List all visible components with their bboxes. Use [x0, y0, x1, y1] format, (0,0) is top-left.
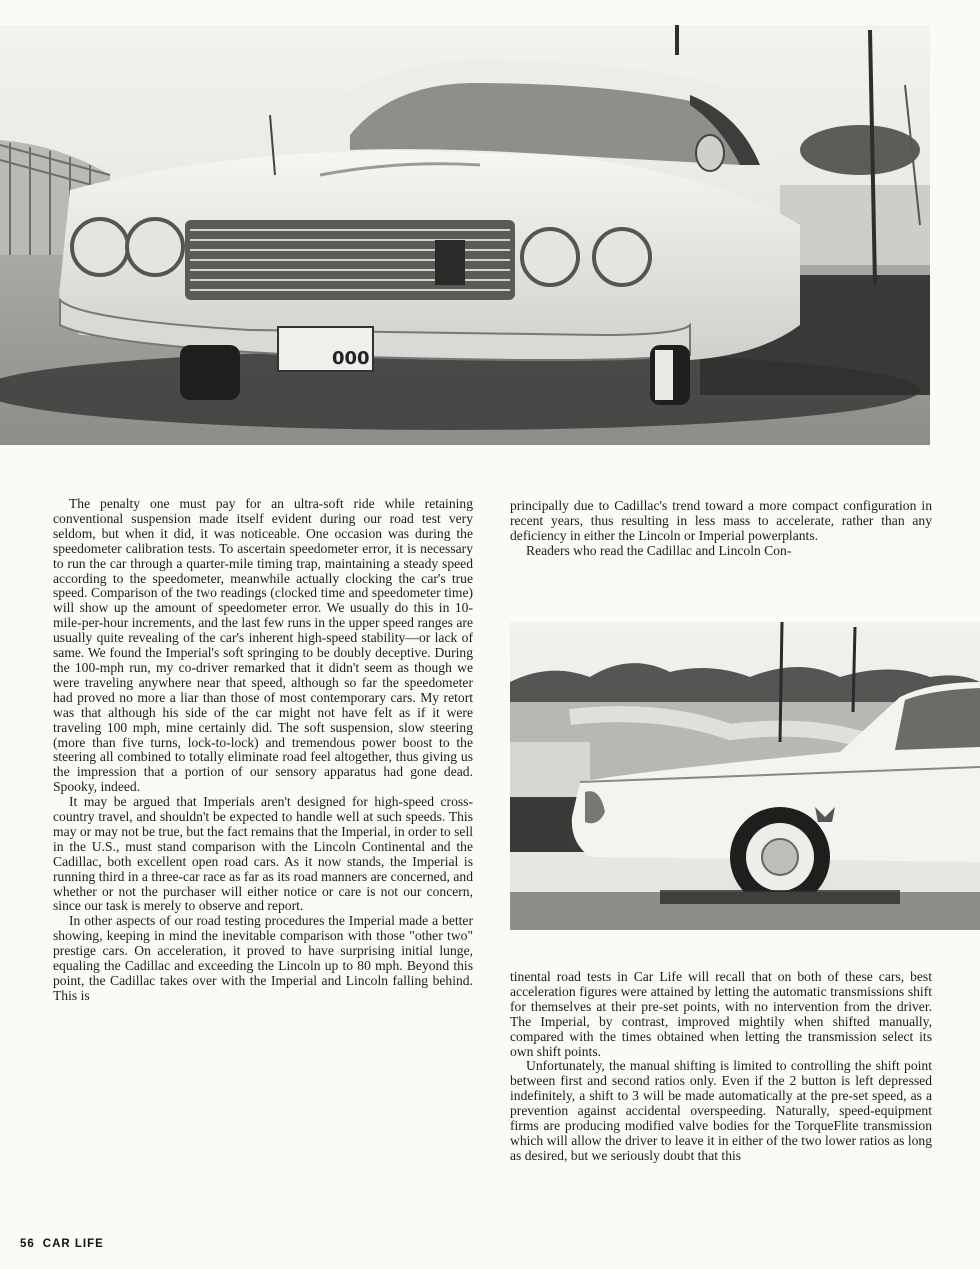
article-right-column-top — [510, 499, 932, 559]
article-right-column-bottom — [510, 970, 932, 1164]
right-bottom-paragraph-1 — [510, 970, 932, 1059]
right-bottom-paragraph-2-text: Unfortunately, the manual shifting is limited to controlling the shift point between first and second ratios only. Even if the 2 button is left depressed indefinitely, a shift to 3 will be made automatically at the pre-set speed, as a prevention against accidental overspeeding. Naturally, speed-equipment firms are producing modified valve bodies for the TorqueFlite transmission which will allow the driver to leave it in either of the two lower ratios as long as desired, but we seriously doubt that this — [510, 1058, 932, 1163]
right-top-paragraph-2-text: Readers who read the Cadillac and Lincoln Con- — [526, 542, 792, 558]
left-paragraph-3-text: In other aspects of our road testing procedures the Imperial made a better showing, keeping in mind the inevitable comparison with those "other two" prestige cars. On acceleration, it proved to have surprising initial lunge, equaling the Cadillac and exceeding the Lincoln up to 80 mph. Beyond this point, the Cadillac takes over with the Imperial and Lincoln falling behind. This is — [53, 913, 473, 1003]
right-top-paragraph-1 — [510, 499, 932, 544]
left-paragraph-1-text: The penalty one must pay for an ultra-soft ride while retaining conventional suspension made itself evident during our road test very seldom, but when it did, it was noticeable. One occasion was during the speedometer calibration tests. To ascertain speedometer error, it is necessary to run the car through a quarter-mile timing trap, maintaining a steady speed according to the speedometer, meanwhile actually clocking the car's true speed. Comparison of the two readings (clocked time and speedometer time) will show up the amount of speedometer error. We usually do this in 10-mile-per-hour increments, and the last few runs in the upper speed ranges are usually quite revealing of the car's inherent high-speed stability—or lack of same. We found the Imperial's soft springing to be doubly deceptive. During the 100-mph run, my co-driver remarked that it didn't seem as though we were traveling anywhere near that speed, although so far the speedometer had proved no more a liar than those of most contemporary cars. My retort was that although his side of the car might not have felt as if it were traveling 100 mph, mine certainly did. The soft suspension, slow steering (more than five turns, lock-to-lock) and tremendous power boost to the steering all combined to totally eliminate road feel altogether, thus giving us the impression that a portion of our sensory apparatus had gone dead. Spooky, indeed. — [53, 496, 473, 795]
top-photo-imperial-front — [0, 25, 930, 445]
left-paragraph-1 — [53, 497, 473, 795]
magazine-name: CAR LIFE — [42, 1238, 104, 1250]
page-number: 56 — [20, 1238, 35, 1250]
left-paragraph-2-text: It may be argued that Imperials aren't designed for high-speed cross-country travel, and shouldn't be expected to handle well at such speeds. This may or may not be true, but the fact remains that the Imperial, in order to sell in the U.S., must stand comparison with the Lincoln Continental and the Cadillac, both excellent open road cars. As it now stands, the Imperial is running third in a three-car race as far as its road manners are concerned, and whether or not the purchaser will either notice or care is not our concern, since our task is merely to observe and report. — [53, 794, 473, 914]
page-footer — [20, 1238, 112, 1250]
right-top-paragraph-1-text: principally due to Cadillac's trend toward a more compact configuration in recent years, thus resulting in less mass to accelerate, rather than any deficiency in either the Lincoln or Imperial powerplants. — [510, 498, 932, 543]
imperial-front-illustration — [0, 25, 930, 445]
license-plate-number: 000 — [332, 348, 370, 369]
left-paragraph-3 — [53, 914, 473, 1003]
right-bottom-paragraph-2 — [510, 1059, 932, 1163]
right-bottom-paragraph-1-text: tinental road tests in Car Life will recall that on both of these cars, best acceleration figures were attained by letting the automatic transmissions shift for themselves at their pre-set points, with no intervention from the driver. The Imperial, by contrast, improved mightily when shifted manually, compared with the times obtained when letting the transmission select its own shift points. — [510, 969, 932, 1059]
right-top-paragraph-2 — [510, 544, 932, 559]
article-left-column — [53, 497, 473, 1004]
side-photo-imperial-profile — [510, 622, 980, 930]
imperial-side-illustration — [510, 622, 980, 930]
left-paragraph-2 — [53, 795, 473, 914]
